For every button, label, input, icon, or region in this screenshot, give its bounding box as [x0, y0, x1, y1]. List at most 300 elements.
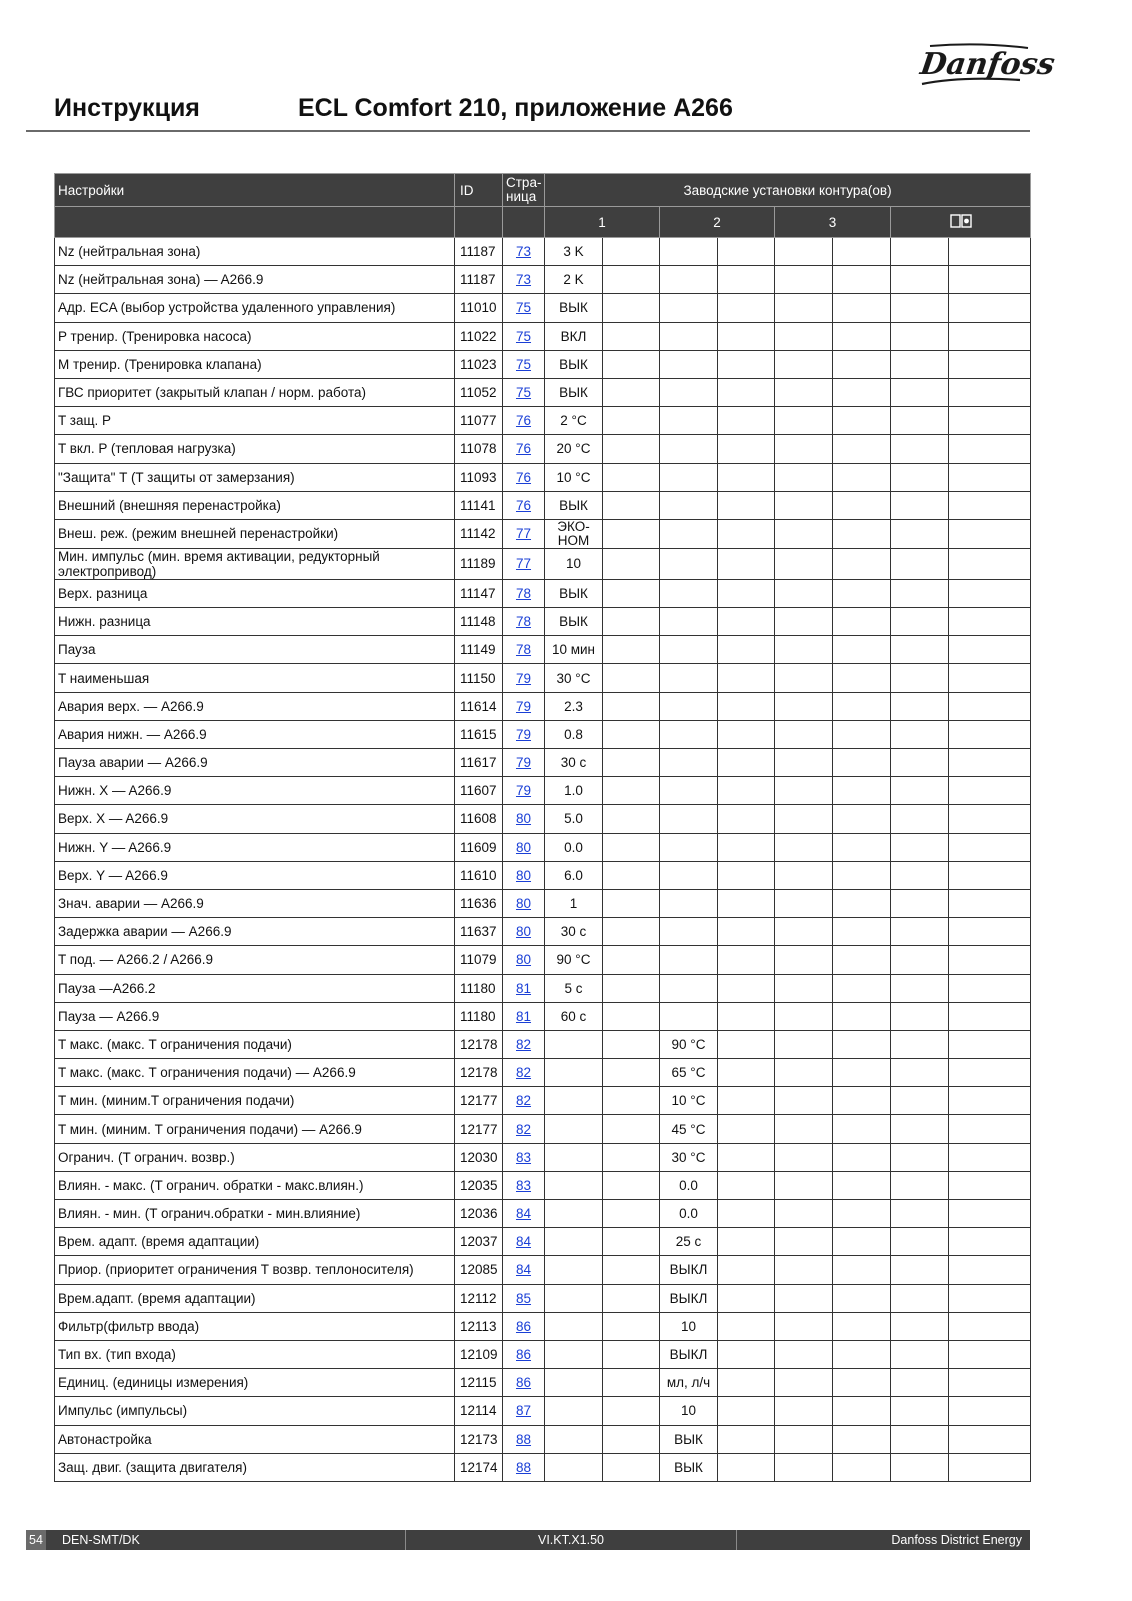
circuit-2-value: ВЫК — [660, 1453, 718, 1481]
empty-cell — [603, 720, 660, 748]
page-cell — [503, 636, 545, 664]
empty-cell — [775, 749, 833, 777]
setting-id: 12178 — [455, 1059, 503, 1087]
empty-cell — [949, 1453, 1031, 1481]
empty-cell — [949, 1059, 1031, 1087]
empty-cell — [775, 1171, 833, 1199]
empty-cell — [603, 946, 660, 974]
table-row — [55, 1256, 1031, 1284]
danfoss-logo — [918, 40, 1057, 90]
page-cell — [503, 1397, 545, 1425]
empty-cell — [775, 1200, 833, 1228]
table-row — [55, 777, 1031, 805]
table-row — [55, 664, 1031, 692]
page-link[interactable]: 85 — [515, 1290, 532, 1306]
empty-cell — [891, 1030, 949, 1058]
empty-cell — [718, 636, 775, 664]
empty-cell — [718, 1453, 775, 1481]
page-link[interactable]: 80 — [515, 867, 532, 883]
table-row — [55, 1397, 1031, 1425]
circuit-1-value: ВЫК — [545, 491, 603, 519]
empty-cell — [833, 378, 891, 406]
page-link[interactable]: 82 — [515, 1121, 532, 1137]
circuit-2-value — [660, 435, 718, 463]
empty-cell — [775, 918, 833, 946]
page-link[interactable]: 87 — [515, 1403, 532, 1419]
page-link[interactable]: 77 — [515, 556, 532, 572]
empty-cell — [891, 579, 949, 607]
page-cell — [503, 294, 545, 322]
header-spacer — [503, 207, 545, 238]
page-cell — [503, 1369, 545, 1397]
page-link[interactable]: 76 — [515, 469, 532, 485]
empty-cell — [833, 918, 891, 946]
empty-cell — [718, 833, 775, 861]
empty-cell — [718, 1397, 775, 1425]
empty-cell — [833, 1312, 891, 1340]
empty-cell — [949, 322, 1031, 350]
circuit-1-value: 20 °C — [545, 435, 603, 463]
table-row — [55, 1115, 1031, 1143]
empty-cell — [718, 749, 775, 777]
page-cell — [503, 435, 545, 463]
empty-cell — [775, 805, 833, 833]
page-cell — [503, 1059, 545, 1087]
setting-name: Тип вх. (тип входа) — [55, 1340, 455, 1368]
page-link[interactable]: 79 — [515, 783, 532, 799]
circuit-1-value: 10 °C — [545, 463, 603, 491]
empty-cell — [603, 1397, 660, 1425]
table-row — [55, 1453, 1031, 1481]
page-link[interactable]: 79 — [515, 670, 532, 686]
empty-cell — [775, 1453, 833, 1481]
empty-cell — [833, 664, 891, 692]
circuit-1-value: 5.0 — [545, 805, 603, 833]
empty-cell — [949, 491, 1031, 519]
empty-cell — [891, 946, 949, 974]
empty-cell — [718, 548, 775, 579]
page-cell — [503, 1256, 545, 1284]
empty-cell — [775, 636, 833, 664]
empty-cell — [833, 777, 891, 805]
empty-cell — [603, 1030, 660, 1058]
page-link[interactable]: 84 — [515, 1206, 532, 1222]
setting-name: Верх. X — A266.9 — [55, 805, 455, 833]
empty-cell — [891, 1143, 949, 1171]
settings-table — [54, 173, 1031, 1482]
empty-cell — [891, 1284, 949, 1312]
empty-cell — [949, 435, 1031, 463]
page-link[interactable]: 79 — [515, 755, 532, 771]
empty-cell — [775, 1030, 833, 1058]
empty-cell — [949, 946, 1031, 974]
empty-cell — [833, 294, 891, 322]
header-spacer — [455, 207, 503, 238]
header-divider — [26, 130, 1030, 132]
setting-id: 11052 — [455, 378, 503, 406]
empty-cell — [603, 664, 660, 692]
empty-cell — [603, 350, 660, 378]
empty-cell — [949, 1397, 1031, 1425]
empty-cell — [833, 1171, 891, 1199]
circuit-2-value: мл, л/ч — [660, 1369, 718, 1397]
empty-cell — [891, 1256, 949, 1284]
empty-cell — [833, 1115, 891, 1143]
page-cell — [503, 749, 545, 777]
empty-cell — [775, 1228, 833, 1256]
empty-cell — [891, 491, 949, 519]
setting-id: 11187 — [455, 266, 503, 294]
empty-cell — [833, 491, 891, 519]
page-link[interactable]: 79 — [515, 726, 532, 742]
page-link[interactable]: 81 — [515, 1008, 532, 1024]
table-row — [55, 692, 1031, 720]
table-row — [55, 266, 1031, 294]
circuit-1-value — [545, 1087, 603, 1115]
empty-cell — [775, 946, 833, 974]
empty-cell — [603, 548, 660, 579]
empty-cell — [891, 1425, 949, 1453]
column-header-circuit-1: 1 — [545, 207, 660, 238]
page-link[interactable]: 84 — [515, 1234, 532, 1250]
circuit-2-value — [660, 463, 718, 491]
circuit-2-value — [660, 350, 718, 378]
setting-name: Мин. импульс (мин. время активации, редукторный электропривод) — [55, 548, 455, 579]
table-row — [55, 1425, 1031, 1453]
empty-cell — [833, 1059, 891, 1087]
page-link[interactable]: 88 — [515, 1459, 532, 1475]
circuit-2-value: ВЫК — [660, 1425, 718, 1453]
circuit-2-value: 65 °C — [660, 1059, 718, 1087]
empty-cell — [775, 491, 833, 519]
empty-cell — [891, 378, 949, 406]
setting-id: 11637 — [455, 918, 503, 946]
empty-cell — [718, 777, 775, 805]
empty-cell — [891, 238, 949, 266]
empty-cell — [833, 805, 891, 833]
setting-id: 11149 — [455, 636, 503, 664]
setting-name: Врем. адапт. (время адаптации) — [55, 1228, 455, 1256]
page-link[interactable]: 76 — [515, 441, 532, 457]
empty-cell — [603, 777, 660, 805]
page-link[interactable]: 82 — [515, 1093, 532, 1109]
page-cell — [503, 833, 545, 861]
empty-cell — [775, 1087, 833, 1115]
page-link[interactable]: 76 — [515, 413, 532, 429]
circuit-2-value — [660, 946, 718, 974]
empty-cell — [775, 519, 833, 548]
empty-cell — [949, 1425, 1031, 1453]
circuit-1-value: 1.0 — [545, 777, 603, 805]
table-row — [55, 322, 1031, 350]
empty-cell — [833, 749, 891, 777]
circuit-2-value: 0.0 — [660, 1171, 718, 1199]
empty-cell — [718, 805, 775, 833]
empty-cell — [891, 294, 949, 322]
circuit-2-value — [660, 548, 718, 579]
table-row — [55, 579, 1031, 607]
setting-name: Пауза —A266.2 — [55, 974, 455, 1002]
empty-cell — [603, 1369, 660, 1397]
circuit-1-value: 2 K — [545, 266, 603, 294]
empty-cell — [775, 294, 833, 322]
page-link[interactable]: 82 — [515, 1065, 532, 1081]
circuit-1-value — [545, 1256, 603, 1284]
empty-cell — [603, 636, 660, 664]
circuit-2-value — [660, 664, 718, 692]
empty-cell — [775, 1340, 833, 1368]
circuit-2-value: 10 °C — [660, 1087, 718, 1115]
empty-cell — [603, 861, 660, 889]
page-link[interactable]: 88 — [515, 1431, 532, 1447]
setting-name: Влиян. - мин. (T огранич.обратки - мин.влияние) — [55, 1200, 455, 1228]
empty-cell — [891, 1200, 949, 1228]
circuit-1-value — [545, 1340, 603, 1368]
empty-cell — [775, 350, 833, 378]
column-header-id: ID — [455, 174, 503, 207]
empty-cell — [718, 918, 775, 946]
setting-id: 11610 — [455, 861, 503, 889]
circuit-1-value — [545, 1453, 603, 1481]
empty-cell — [833, 350, 891, 378]
table-row — [55, 1030, 1031, 1058]
circuit-1-value: 0.8 — [545, 720, 603, 748]
column-header-factory-settings: Заводские установки контура(ов) — [545, 174, 1031, 207]
empty-cell — [833, 833, 891, 861]
page-cell — [503, 491, 545, 519]
empty-cell — [603, 435, 660, 463]
setting-id: 12177 — [455, 1087, 503, 1115]
page-link[interactable]: 86 — [515, 1318, 532, 1334]
page-link[interactable]: 75 — [515, 356, 532, 372]
setting-id: 11617 — [455, 749, 503, 777]
page-link[interactable]: 84 — [515, 1262, 532, 1278]
table-row — [55, 636, 1031, 664]
page-link[interactable]: 79 — [515, 698, 532, 714]
circuit-2-value — [660, 1002, 718, 1030]
circuit-2-value: ВЫКЛ — [660, 1256, 718, 1284]
page-cell — [503, 1200, 545, 1228]
empty-cell — [775, 1312, 833, 1340]
circuit-2-value — [660, 833, 718, 861]
empty-cell — [775, 407, 833, 435]
empty-cell — [891, 1228, 949, 1256]
page-link[interactable]: 78 — [515, 614, 532, 630]
setting-id: 11093 — [455, 463, 503, 491]
setting-name: Автонастройка — [55, 1425, 455, 1453]
setting-id: 12030 — [455, 1143, 503, 1171]
circuit-2-value — [660, 294, 718, 322]
empty-cell — [891, 861, 949, 889]
empty-cell — [891, 322, 949, 350]
empty-cell — [891, 1453, 949, 1481]
empty-cell — [775, 266, 833, 294]
empty-cell — [891, 608, 949, 636]
page-cell — [503, 579, 545, 607]
empty-cell — [603, 519, 660, 548]
page-link[interactable]: 73 — [515, 272, 532, 288]
empty-cell — [949, 1200, 1031, 1228]
circuit-2-value — [660, 608, 718, 636]
empty-cell — [891, 805, 949, 833]
page-cell — [503, 238, 545, 266]
page-cell — [503, 519, 545, 548]
table-row — [55, 463, 1031, 491]
setting-name: Защ. двиг. (защита двигателя) — [55, 1453, 455, 1481]
empty-cell — [718, 435, 775, 463]
setting-id: 12177 — [455, 1115, 503, 1143]
page-link[interactable]: 77 — [515, 526, 532, 542]
page-link[interactable]: 75 — [515, 385, 532, 401]
empty-cell — [949, 1002, 1031, 1030]
empty-cell — [833, 608, 891, 636]
page-link[interactable]: 86 — [515, 1347, 532, 1363]
setting-id: 11180 — [455, 974, 503, 1002]
page-link[interactable]: 80 — [515, 896, 532, 912]
page-link[interactable]: 80 — [515, 839, 532, 855]
setting-id: 11141 — [455, 491, 503, 519]
page-cell — [503, 350, 545, 378]
empty-cell — [833, 1200, 891, 1228]
setting-id: 12085 — [455, 1256, 503, 1284]
page-link[interactable]: 86 — [515, 1375, 532, 1391]
empty-cell — [603, 294, 660, 322]
empty-cell — [718, 266, 775, 294]
table-row — [55, 407, 1031, 435]
empty-cell — [833, 1002, 891, 1030]
empty-cell — [949, 861, 1031, 889]
page-link[interactable]: 78 — [515, 585, 532, 601]
setting-name: Единиц. (единицы измерения) — [55, 1369, 455, 1397]
circuit-1-value: ВЫК — [545, 294, 603, 322]
circuit-2-value: ВЫКЛ — [660, 1284, 718, 1312]
empty-cell — [718, 491, 775, 519]
empty-cell — [718, 294, 775, 322]
empty-cell — [718, 378, 775, 406]
empty-cell — [891, 519, 949, 548]
empty-cell — [775, 1115, 833, 1143]
empty-cell — [949, 720, 1031, 748]
empty-cell — [833, 692, 891, 720]
page-cell — [503, 1002, 545, 1030]
page-link[interactable]: 81 — [515, 980, 532, 996]
empty-cell — [603, 1425, 660, 1453]
empty-cell — [603, 692, 660, 720]
empty-cell — [603, 608, 660, 636]
page-footer — [26, 1530, 1030, 1550]
circuit-1-value: 10 мин — [545, 636, 603, 664]
empty-cell — [891, 266, 949, 294]
empty-cell — [775, 1002, 833, 1030]
setting-name: Верх. Y — A266.9 — [55, 861, 455, 889]
setting-name: T мин. (миним. T ограничения подачи) — A266.9 — [55, 1115, 455, 1143]
column-header-circuit-3: 3 — [775, 207, 891, 238]
circuit-1-value: 1 — [545, 889, 603, 917]
page-link[interactable]: 78 — [515, 642, 532, 658]
empty-cell — [775, 664, 833, 692]
circuit-2-value: 10 — [660, 1397, 718, 1425]
table-row — [55, 749, 1031, 777]
circuit-1-value: 2.3 — [545, 692, 603, 720]
empty-cell — [718, 861, 775, 889]
empty-cell — [718, 463, 775, 491]
setting-id: 11078 — [455, 435, 503, 463]
empty-cell — [949, 294, 1031, 322]
page-link[interactable]: 83 — [515, 1149, 532, 1165]
setting-id: 11189 — [455, 548, 503, 579]
table-row — [55, 1228, 1031, 1256]
page-cell — [503, 889, 545, 917]
page-number: 54 — [26, 1530, 46, 1550]
empty-cell — [718, 1228, 775, 1256]
setting-name: Импульс (импульсы) — [55, 1397, 455, 1425]
empty-cell — [775, 889, 833, 917]
empty-cell — [949, 548, 1031, 579]
circuit-2-value — [660, 407, 718, 435]
empty-cell — [891, 435, 949, 463]
empty-cell — [718, 608, 775, 636]
table-row — [55, 350, 1031, 378]
empty-cell — [718, 664, 775, 692]
empty-cell — [833, 1340, 891, 1368]
empty-cell — [718, 1312, 775, 1340]
circuit-2-value — [660, 266, 718, 294]
page-link[interactable]: 82 — [515, 1036, 532, 1052]
svg-text:Danfoss: Danfoss — [918, 47, 1057, 82]
page-link[interactable]: 75 — [515, 328, 532, 344]
page-link[interactable]: 83 — [515, 1177, 532, 1193]
empty-cell — [949, 777, 1031, 805]
circuit-2-value — [660, 918, 718, 946]
empty-cell — [891, 889, 949, 917]
empty-cell — [718, 946, 775, 974]
empty-cell — [949, 579, 1031, 607]
empty-cell — [603, 833, 660, 861]
page-link[interactable]: 80 — [515, 811, 532, 827]
setting-name: Пауза — [55, 636, 455, 664]
empty-cell — [603, 889, 660, 917]
page-cell — [503, 378, 545, 406]
setting-name: T вкл. P (тепловая нагрузка) — [55, 435, 455, 463]
page-link[interactable]: 80 — [515, 924, 532, 940]
page-cell — [503, 974, 545, 1002]
circuit-2-value — [660, 636, 718, 664]
empty-cell — [603, 1143, 660, 1171]
empty-cell — [833, 1369, 891, 1397]
empty-cell — [718, 1340, 775, 1368]
empty-cell — [603, 1200, 660, 1228]
setting-id: 11615 — [455, 720, 503, 748]
empty-cell — [718, 1143, 775, 1171]
column-header-circuit-icon — [891, 207, 1031, 238]
circuit-1-value — [545, 1115, 603, 1143]
table-row — [55, 1143, 1031, 1171]
empty-cell — [603, 749, 660, 777]
page-link[interactable]: 76 — [515, 497, 532, 513]
empty-cell — [718, 1002, 775, 1030]
empty-cell — [891, 777, 949, 805]
setting-id: 11142 — [455, 519, 503, 548]
page-link[interactable]: 73 — [515, 244, 532, 260]
empty-cell — [775, 1059, 833, 1087]
circuit-1-value: 30 с — [545, 749, 603, 777]
page-link[interactable]: 75 — [515, 300, 532, 316]
circuit-1-value — [545, 1200, 603, 1228]
table-row — [55, 946, 1031, 974]
page-link[interactable]: 80 — [515, 952, 532, 968]
empty-cell — [891, 463, 949, 491]
empty-cell — [775, 1369, 833, 1397]
